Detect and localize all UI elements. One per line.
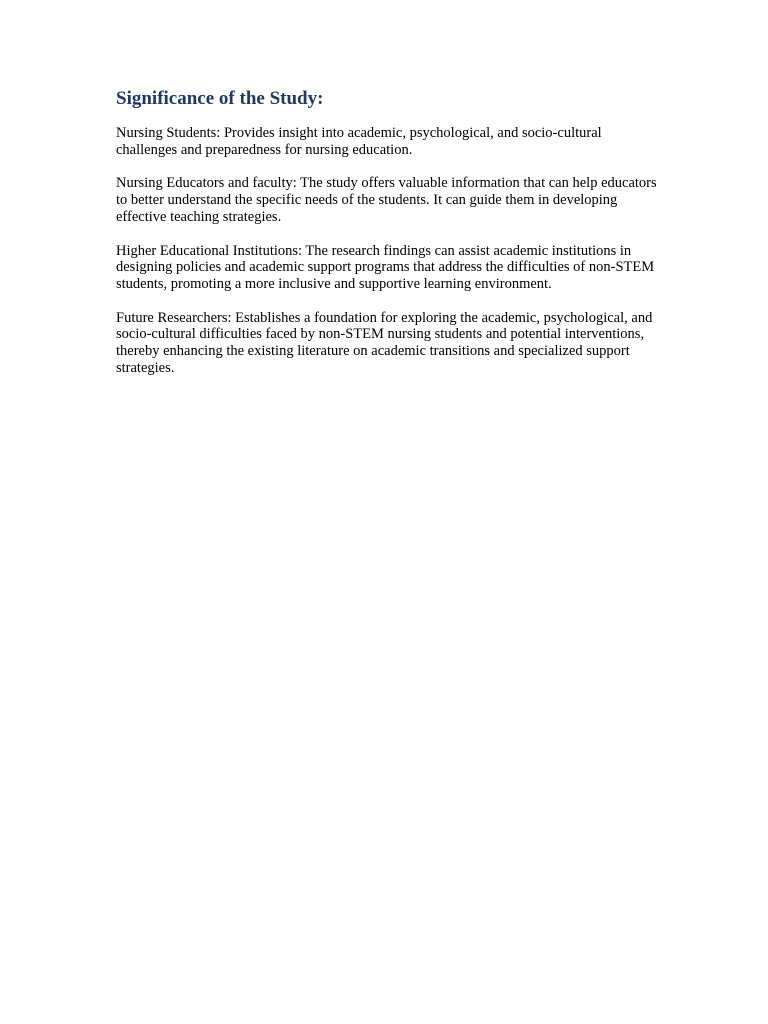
paragraph-nursing-educators: Nursing Educators and faculty: The study offers valuable information that can help educators to better understand the specific needs of the students. It can guide them in developing effective teaching strategies. — [116, 175, 657, 225]
paragraph-nursing-students: Nursing Students: Provides insight into academic, psychological, and socio-cultural challenges and preparedness for nursing education. — [116, 125, 602, 158]
paragraph-future-researchers: Future Researchers: Establishes a foundation for exploring the academic, psychological, and socio-cultural difficulties faced by non-STEM nursing students and potential interventions, thereby enhancing the existing literature on academic transitions and specialized support strategies. — [116, 309, 653, 376]
paragraph-higher-education: Higher Educational Institutions: The research findings can assist academic institutions in designing policies and academic support programs that address the difficulties of non-STEM students, promoting a more inclusive and supportive learning environment. — [116, 242, 655, 292]
section-heading: Significance of the Study: — [116, 88, 324, 109]
